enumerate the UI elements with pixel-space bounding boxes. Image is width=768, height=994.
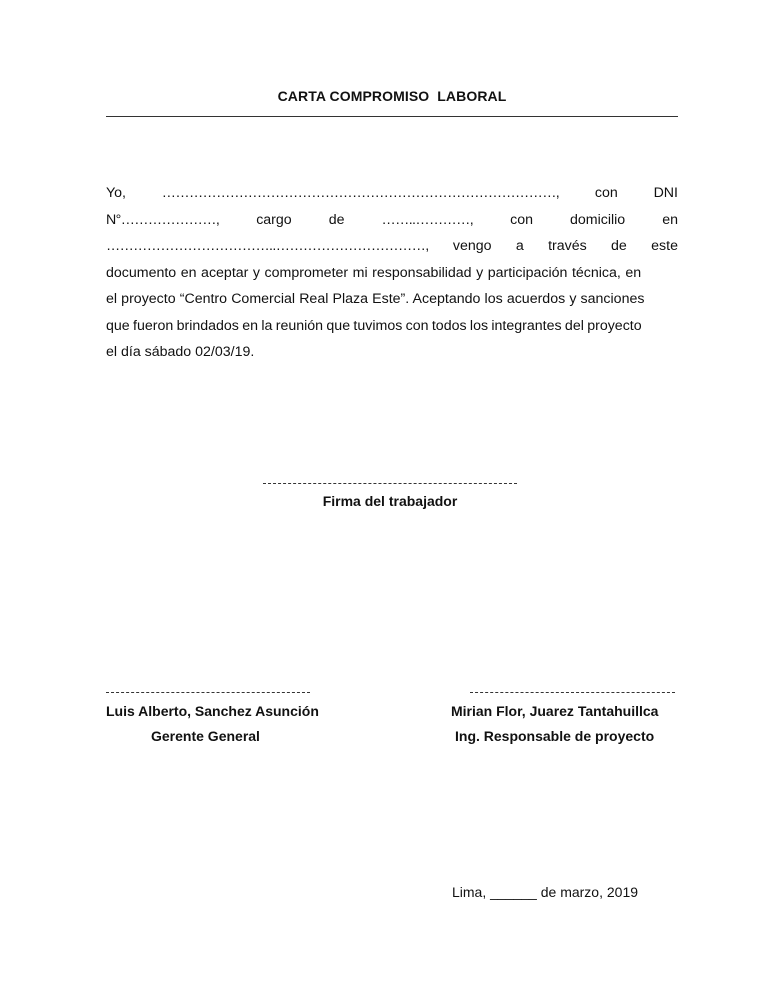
document-title: CARTA COMPROMISO LABORAL xyxy=(277,88,507,104)
signatory-1-name: Luis Alberto, Sanchez Asunción xyxy=(106,703,319,719)
text-este: este xyxy=(651,238,678,254)
signatory-1-role: Gerente General xyxy=(151,728,260,744)
signatory-1-line xyxy=(106,692,310,693)
text-domicilio: domicilio xyxy=(569,211,626,228)
signatory-2-line xyxy=(470,692,675,693)
paragraph-line-1 xyxy=(106,180,678,207)
text-vengo: vengo xyxy=(452,238,492,254)
paragraph-line-2 xyxy=(106,207,678,234)
text-dni: DNI xyxy=(653,185,678,201)
text-con: con xyxy=(594,185,618,201)
text-con-2: con xyxy=(510,211,533,228)
position-blank-field: ……..…………, xyxy=(381,211,474,228)
dni-blank-field: N°…………………, xyxy=(106,211,220,228)
text-de: de xyxy=(328,211,345,228)
name-blank-field: ……………………………………………………………………………, xyxy=(161,185,560,201)
signatory-2-name: Mirian Flor, Juarez Tantahuillca xyxy=(451,703,659,719)
place-date: Lima, ______ de marzo, 2019 xyxy=(452,884,639,900)
text-traves: través xyxy=(548,238,587,254)
paragraph-line-3 xyxy=(106,233,678,260)
paragraph-line-5: el proyecto “Centro Comercial Real Plaza Este”. Aceptando los acuerdos y sanciones xyxy=(106,291,645,307)
text-a: a xyxy=(515,238,524,254)
paragraph-line-4: documento en aceptar y comprometer mi responsabilidad y participación técnica, en xyxy=(106,264,642,281)
text-yo: Yo, xyxy=(106,185,126,201)
worker-signature-line xyxy=(263,483,517,484)
address-blank-field: ………………………………..……………………………, xyxy=(106,238,429,254)
title-underline-rule xyxy=(106,116,678,117)
paragraph-line-7: el día sábado 02/03/19. xyxy=(106,344,255,360)
text-de-2: de xyxy=(611,238,627,254)
commitment-paragraph xyxy=(106,180,678,366)
worker-signature-label: Firma del trabajador xyxy=(322,493,458,509)
signatory-2-role: Ing. Responsable de proyecto xyxy=(455,728,655,744)
text-cargo: cargo xyxy=(256,211,292,228)
paragraph-line-6: que fueron brindados en la reunión que tuvimos con todos los integrantes del proyecto xyxy=(106,317,642,334)
text-en: en xyxy=(662,211,678,228)
